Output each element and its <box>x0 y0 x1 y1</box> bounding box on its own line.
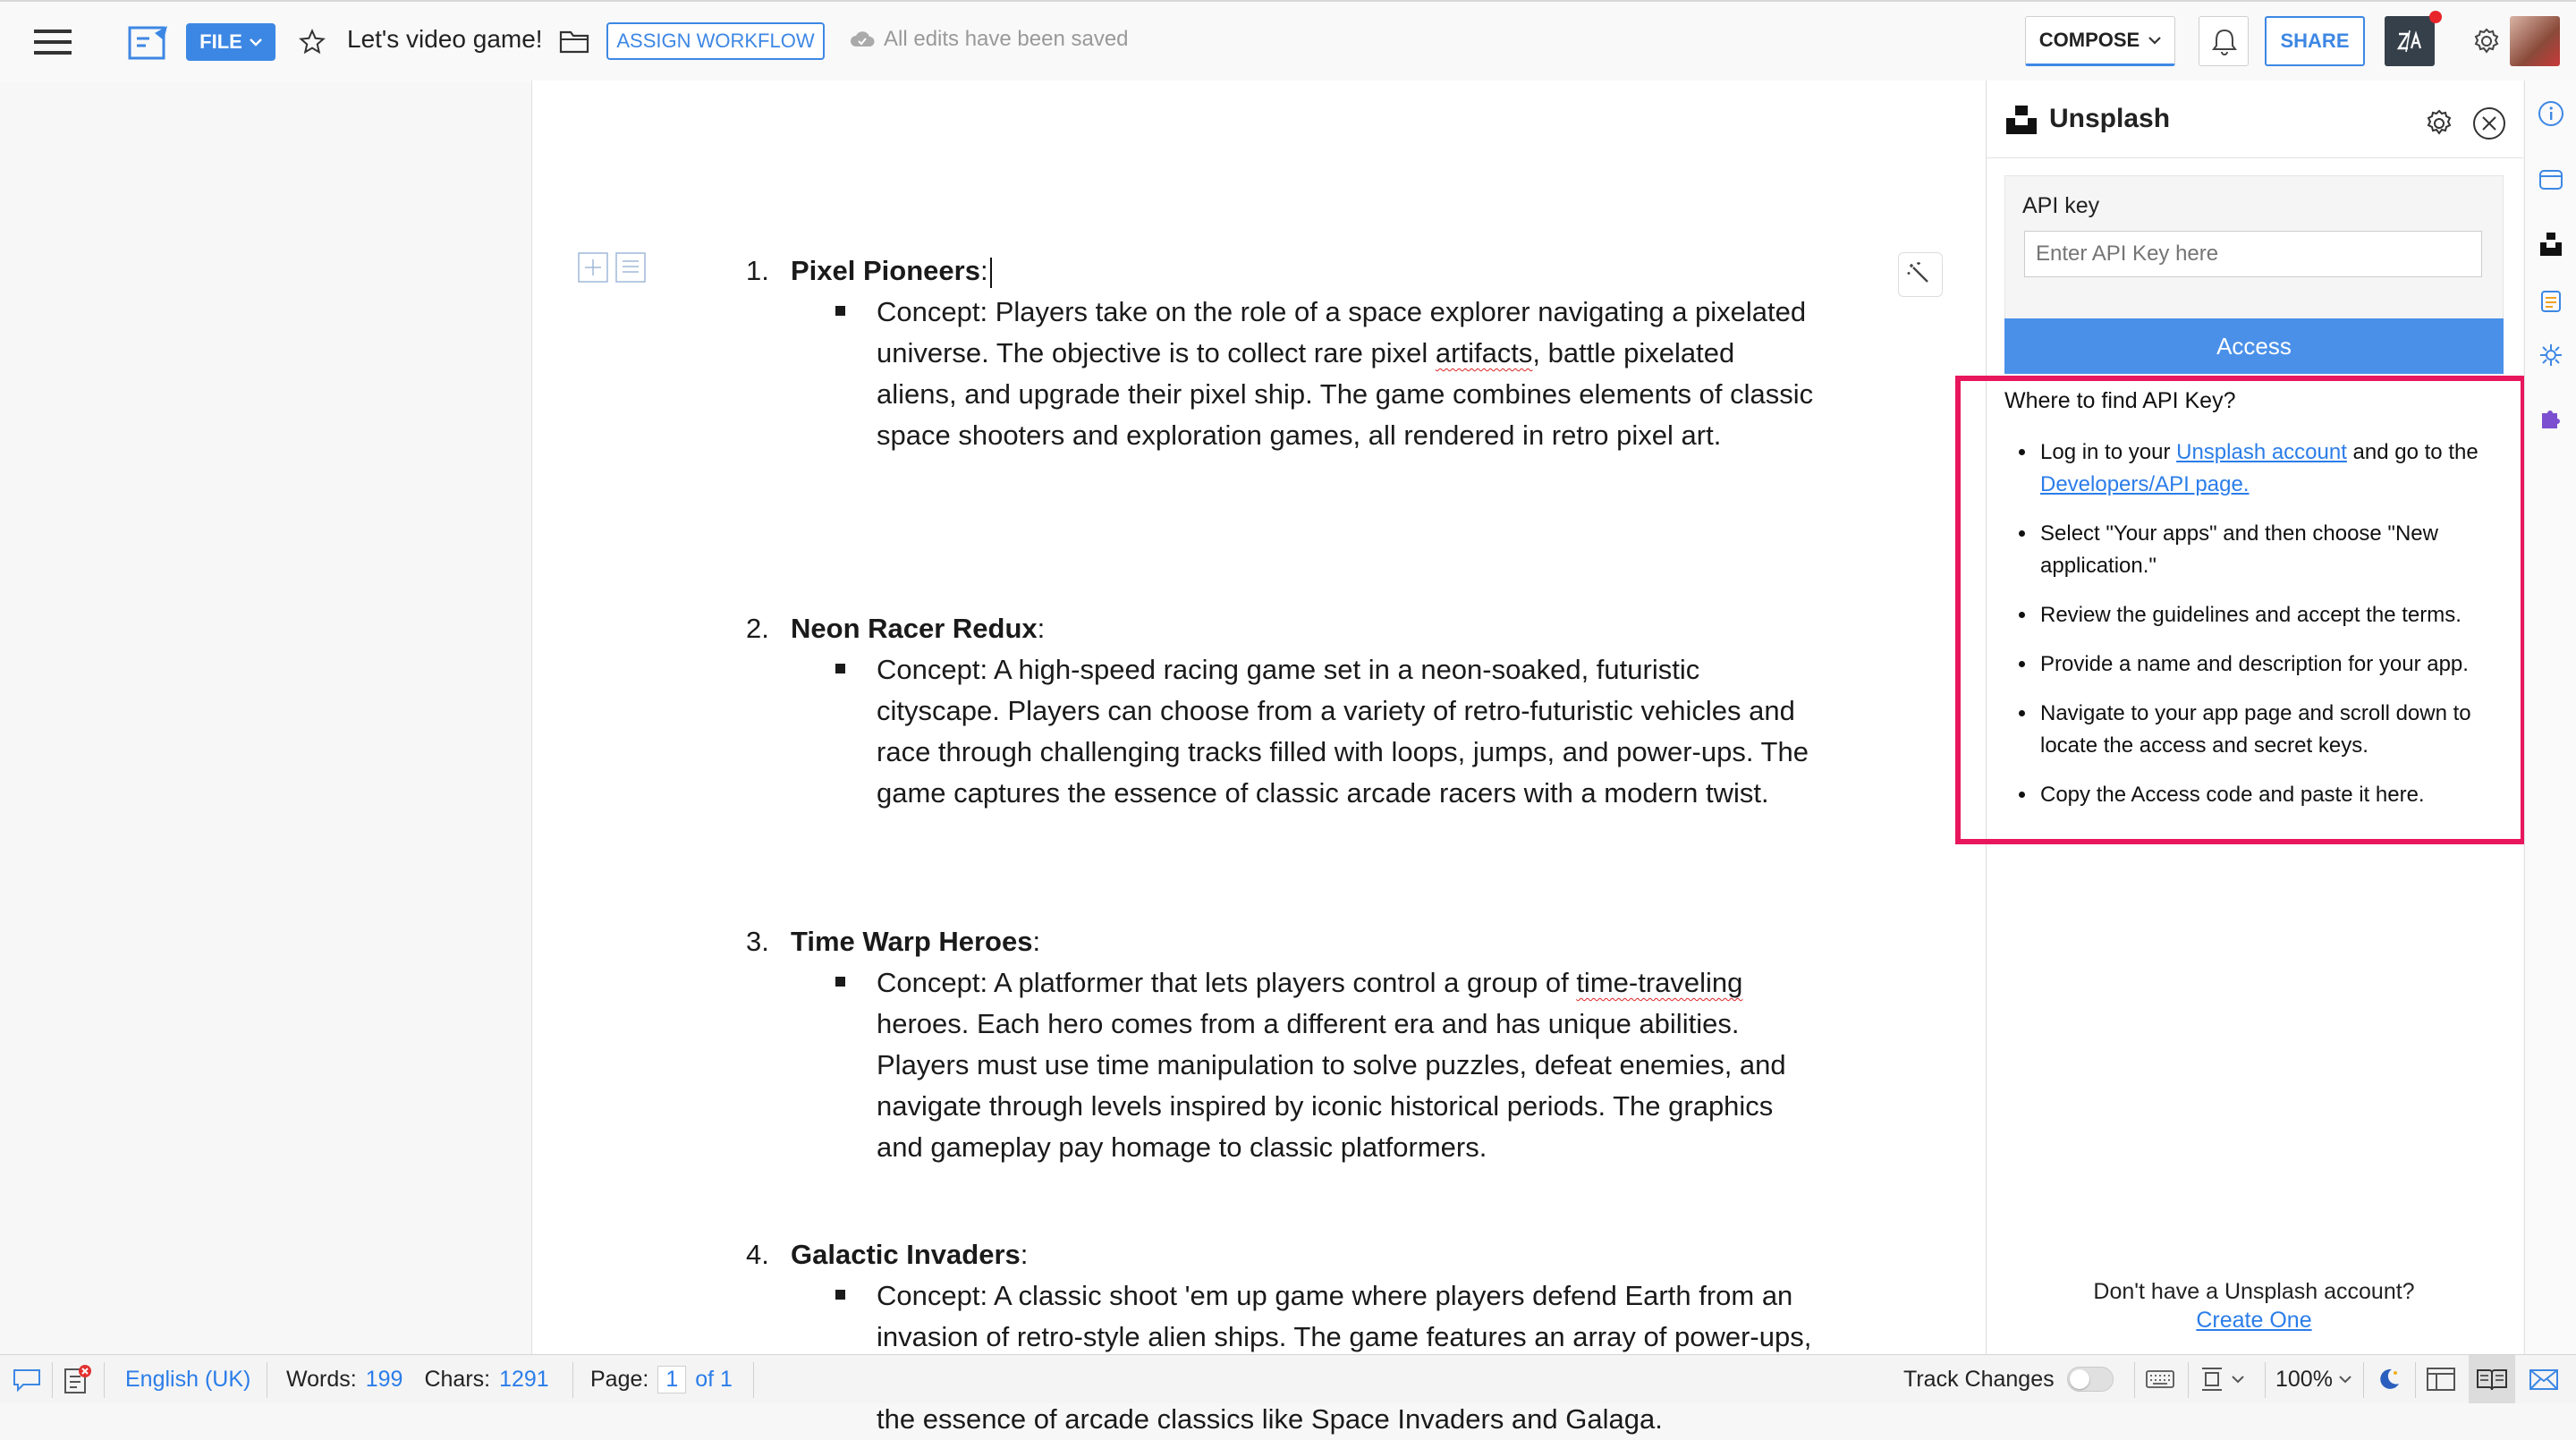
list-number: 4. <box>746 1239 769 1270</box>
divider <box>2265 1362 2266 1398</box>
gear-icon[interactable] <box>2421 106 2457 141</box>
zia-icon <box>2385 16 2435 66</box>
divider <box>572 1362 573 1398</box>
chat-icon <box>11 1365 43 1393</box>
notification-dot <box>2429 11 2442 23</box>
book-icon <box>2476 1367 2508 1392</box>
assign-workflow-button[interactable]: ASSIGN WORKFLOW <box>606 22 825 60</box>
access-button[interactable]: Access <box>2004 318 2504 374</box>
page-layout-icon <box>2199 1365 2225 1393</box>
divider <box>2188 1362 2189 1398</box>
concept-paragraph <box>877 962 1816 1168</box>
item-heading <box>791 1234 1028 1275</box>
unsplash-icon[interactable] <box>2538 231 2564 258</box>
sidebar-view-button[interactable] <box>2426 1355 2456 1403</box>
panel-header <box>1987 80 2523 158</box>
step-text: and go to the <box>2346 440 2479 464</box>
concept-paragraph: Concept: A classic shoot 'em up game where players defend Earth from an invasion of retro-style alien ships. The game features an array of power-ups, the essence of arcade classics like Space Invaders and Galaga. <box>877 1280 1812 1435</box>
item-heading <box>791 250 992 292</box>
keyboard-icon <box>2145 1368 2175 1390</box>
settings-button[interactable] <box>2462 16 2512 66</box>
item-title: Neon Racer Redux <box>791 613 1038 644</box>
page-label: Page: <box>590 1366 649 1392</box>
step-text: Log in to your <box>2040 440 2177 464</box>
block-options-icon[interactable] <box>615 252 646 283</box>
zoom-value: 100% <box>2275 1366 2333 1392</box>
concept-text: Concept: A platformer that lets players control a group of <box>877 967 1577 998</box>
bullet-marker <box>835 664 845 673</box>
page-layout-button[interactable] <box>2199 1355 2245 1403</box>
find-api-key-heading: Where to find API Key? <box>2004 388 2236 413</box>
list-number: 1. <box>746 255 769 286</box>
concept-paragraph <box>877 292 1816 456</box>
word-count[interactable] <box>286 1355 549 1403</box>
magic-wand-icon <box>1899 253 1942 296</box>
status-bar <box>0 1354 2576 1403</box>
language-selector[interactable]: English (UK) <box>125 1366 251 1392</box>
item-title: Pixel Pioneers <box>791 255 980 286</box>
list-item: Select "Your apps" and then choose "New application." <box>2004 518 2505 582</box>
developers-api-link[interactable]: Developers/API page. <box>2040 472 2250 496</box>
words-value: 199 <box>365 1366 403 1392</box>
page-total: of 1 <box>695 1366 733 1392</box>
add-block-icon[interactable] <box>578 252 608 283</box>
file-label: FILE <box>199 30 242 53</box>
unsplash-logo-icon <box>2006 106 2038 134</box>
api-key-label: API key <box>2022 193 2100 218</box>
page-indicator <box>590 1355 733 1403</box>
signup-prompt <box>1986 1277 2522 1334</box>
bullet-marker <box>835 306 845 316</box>
spelling-error[interactable]: time-traveling <box>1576 967 1743 998</box>
concept-text: , battle pixelated aliens, and upgrade their pixel ship. The game combines elements of classic space shooters and exploration games, all rendered in retro pixel art. <box>877 337 1814 451</box>
item-title-suffix: : <box>979 255 988 286</box>
document-title[interactable]: Let's video game! <box>347 25 543 53</box>
cloud-check-icon <box>850 30 875 48</box>
notes-icon[interactable] <box>2538 288 2564 315</box>
spelling-error[interactable]: artifacts <box>1435 337 1533 368</box>
item-title-suffix: : <box>1020 1239 1029 1270</box>
list-number: 3. <box>746 926 769 957</box>
unsplash-panel <box>1986 80 2523 1354</box>
comments-panel-icon[interactable] <box>2538 166 2564 193</box>
words-label: Words: <box>286 1366 357 1392</box>
keyboard-button[interactable] <box>2145 1355 2175 1403</box>
document-error-icon <box>63 1364 91 1394</box>
create-account-link[interactable]: Create One <box>2196 1308 2312 1333</box>
instruction-list <box>2004 436 2505 828</box>
chevron-down-icon <box>2148 36 2161 45</box>
night-mode-button[interactable] <box>2376 1355 2402 1403</box>
panel-title: Unsplash <box>2049 104 2171 133</box>
user-avatar[interactable] <box>2510 16 2560 66</box>
chars-value: 1291 <box>499 1366 549 1392</box>
info-icon[interactable] <box>2538 100 2564 127</box>
right-sidebar-rail <box>2524 80 2576 1354</box>
compose-button[interactable] <box>2025 16 2175 66</box>
chevron-down-icon <box>2338 1375 2352 1384</box>
list-item <box>2004 436 2505 501</box>
text-cursor <box>990 258 992 288</box>
writer-app-icon[interactable] <box>127 23 170 63</box>
integrations-icon[interactable] <box>2538 342 2564 368</box>
divider <box>104 1362 105 1398</box>
menu-icon[interactable] <box>32 25 73 59</box>
divider <box>52 1362 53 1398</box>
divider <box>2415 1362 2416 1398</box>
file-menu-button[interactable] <box>186 23 275 61</box>
list-item: Review the guidelines and accept the terms. <box>2004 599 2505 631</box>
mail-icon <box>2528 1366 2560 1393</box>
item-heading <box>791 921 1040 962</box>
close-icon[interactable] <box>2471 106 2507 141</box>
folder-icon[interactable] <box>558 27 590 55</box>
moon-icon <box>2376 1366 2402 1393</box>
bell-icon <box>2199 17 2250 67</box>
track-changes-toggle[interactable] <box>2067 1367 2114 1392</box>
divider <box>753 1362 754 1398</box>
zia-assistant-button[interactable] <box>2385 16 2435 66</box>
extensions-puzzle-icon[interactable] <box>2538 404 2564 431</box>
bullet-marker <box>835 977 845 987</box>
page-number-input[interactable]: 1 <box>657 1366 686 1393</box>
divider <box>2134 1362 2135 1398</box>
concept-paragraph: Concept: A high-speed racing game set in a neon-soaked, futuristic cityscape. Players can choose from a variety of retro-futuristic vehicles and race through challenging tracks filled with loops, jumps, and power-ups. The game captures the essence of classic arcade racers with a modern twist. <box>877 654 1809 809</box>
bullet-marker <box>835 1290 845 1300</box>
save-status-text: All edits have been saved <box>884 27 1129 51</box>
star-icon[interactable] <box>297 27 327 57</box>
concept-text: Concept: Players take on the role of a space explorer navigating a pixelated universe. The objective is to collect rare pixel <box>877 296 1807 368</box>
chevron-down-icon <box>2231 1375 2245 1384</box>
track-changes <box>1903 1355 2114 1403</box>
notifications-button[interactable] <box>2199 16 2249 66</box>
item-title-suffix: : <box>1037 613 1046 644</box>
reading-view-button[interactable] <box>2469 1355 2515 1403</box>
gear-icon <box>2462 16 2512 66</box>
chars-label: Chars: <box>424 1366 491 1392</box>
document-errors-button[interactable] <box>63 1355 91 1403</box>
item-title-suffix: : <box>1032 926 1041 957</box>
concept-text: heroes. Each hero comes from a different era and has unique abilities. Players must use time manipulation to solve puzzles, defeat enemies, and navigate through levels inspired by iconic historical periods. The graphics and gameplay pay homage to classic platformers. <box>877 1008 1786 1163</box>
item-title: Galactic Invaders <box>791 1239 1021 1270</box>
list-item: Navigate to your app page and scroll down to locate the access and secret keys. <box>2004 698 2505 762</box>
api-key-input[interactable] <box>2024 231 2482 277</box>
list-item: Provide a name and description for your app. <box>2004 648 2505 681</box>
unsplash-account-link[interactable]: Unsplash account <box>2176 440 2347 464</box>
compose-label: COMPOSE <box>2038 29 2140 51</box>
sidebar-layout-icon <box>2426 1366 2456 1393</box>
list-number: 2. <box>746 613 769 644</box>
chevron-down-icon <box>250 38 262 47</box>
top-toolbar <box>0 0 2576 82</box>
item-title: Time Warp Heroes <box>791 926 1033 957</box>
share-button[interactable]: SHARE <box>2265 16 2365 66</box>
divider <box>2363 1362 2364 1398</box>
no-account-text: Don't have a Unsplash account? <box>2093 1279 2415 1304</box>
chat-button[interactable] <box>11 1355 43 1403</box>
ai-assist-button[interactable] <box>1898 252 1943 297</box>
feedback-button[interactable] <box>2528 1355 2560 1403</box>
list-item: Copy the Access code and paste it here. <box>2004 779 2505 811</box>
block-gutter <box>578 252 646 283</box>
track-changes-label: Track Changes <box>1903 1366 2055 1392</box>
zoom-selector[interactable] <box>2275 1355 2352 1403</box>
item-heading <box>791 608 1045 649</box>
save-status <box>850 27 1129 52</box>
